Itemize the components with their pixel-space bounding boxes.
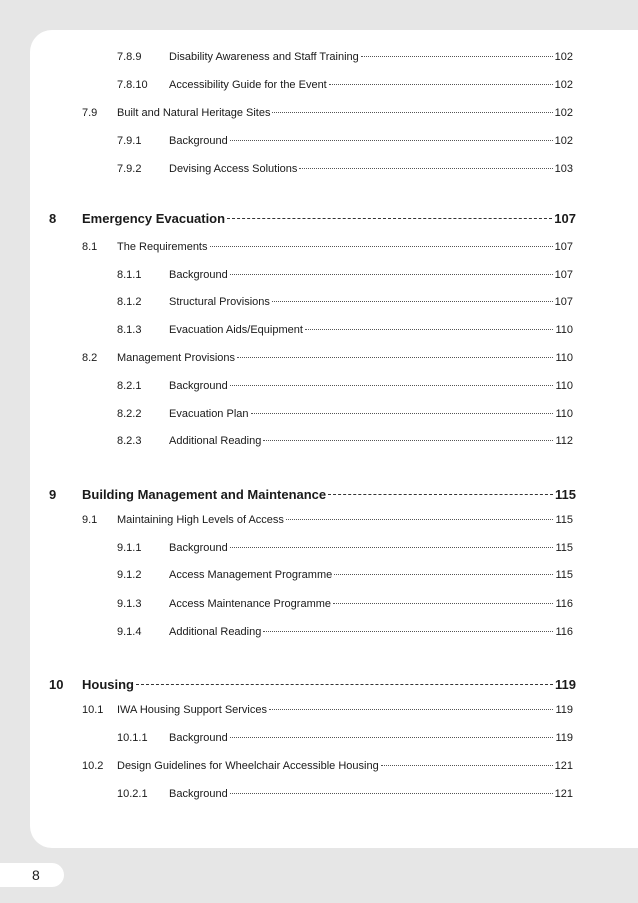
- toc-entry-number: 8.1.3: [117, 324, 142, 336]
- toc-entry-number: 8.2.1: [117, 380, 142, 392]
- dot-leader: [299, 168, 552, 169]
- toc-entry-title: Emergency Evacuation: [82, 211, 226, 226]
- dot-leader: [230, 140, 553, 141]
- toc-entry[interactable]: [0, 105, 638, 121]
- toc-entry-number: 9.1: [82, 514, 98, 526]
- toc-entry-title: Built and Natural Heritage Sites: [117, 107, 271, 119]
- dot-leader: [381, 765, 553, 766]
- toc-entry[interactable]: [0, 133, 638, 149]
- toc-entry-number: 8.1.2: [117, 296, 142, 308]
- toc-entry-title: Maintaining High Levels of Access: [117, 514, 284, 526]
- dot-leader: [328, 494, 553, 495]
- toc-entry[interactable]: [0, 758, 638, 774]
- toc-entry-number: 8.1: [82, 241, 98, 253]
- toc-entry-page: 102: [554, 51, 573, 63]
- toc-chapter-entry[interactable]: [0, 486, 638, 504]
- dot-leader: [272, 301, 553, 302]
- toc-entry-number: 8.2.3: [117, 435, 142, 447]
- toc-entry-title: Disability Awareness and Staff Training: [169, 51, 359, 63]
- toc-entry-title: Building Management and Maintenance: [82, 487, 327, 502]
- toc-entry-page: 119: [555, 732, 573, 744]
- toc-entry-page: 116: [555, 626, 573, 638]
- toc-entry[interactable]: [0, 433, 638, 449]
- toc-entry-number: 10.1.1: [117, 732, 148, 744]
- toc-entry-number: 9.1.2: [117, 569, 142, 581]
- toc-entry-page: 107: [554, 211, 576, 226]
- dot-leader: [305, 329, 553, 330]
- toc-entry[interactable]: [0, 730, 638, 746]
- toc-entry-line: [117, 758, 573, 774]
- toc-entry[interactable]: [0, 512, 638, 528]
- dot-leader: [333, 603, 553, 604]
- toc-entry-title: Additional Reading: [169, 626, 262, 638]
- toc-entry-line: [82, 210, 576, 228]
- toc-entry-line: [169, 133, 573, 149]
- toc-entry-number: 10.2.1: [117, 788, 148, 800]
- dot-leader: [230, 737, 553, 738]
- toc-entry-line: [169, 624, 573, 640]
- toc-entry-number: 9.1.3: [117, 598, 142, 610]
- toc-entry-page: 121: [554, 788, 573, 800]
- toc-entry-title: IWA Housing Support Services: [117, 704, 267, 716]
- toc-entry-line: [117, 512, 573, 528]
- toc-entry-page: 119: [555, 704, 573, 716]
- toc-entry-title: Accessibility Guide for the Event: [169, 79, 327, 91]
- toc-entry-title: Management Provisions: [117, 352, 236, 364]
- toc-entry[interactable]: [0, 596, 638, 612]
- toc-entry-title: Design Guidelines for Wheelchair Accessible Housing: [117, 760, 379, 772]
- toc-entry-title: Evacuation Aids/Equipment: [169, 324, 303, 336]
- toc-entry-page: 115: [555, 569, 573, 581]
- toc-entry-page: 107: [554, 241, 573, 253]
- toc-entry-page: 116: [555, 598, 573, 610]
- dot-leader: [230, 385, 553, 386]
- toc-entry-title: Additional Reading: [169, 435, 262, 447]
- toc-entry-page: 103: [554, 163, 573, 175]
- toc-entry-number: 9.1.4: [117, 626, 142, 638]
- toc-entry-line: [169, 322, 573, 338]
- toc-entry-page: 107: [554, 296, 573, 308]
- toc-entry-line: [169, 730, 573, 746]
- toc-entry-number: 10.2: [82, 760, 104, 772]
- toc-entry-number: 9.1.1: [117, 542, 142, 554]
- toc-entry-number: 7.9.1: [117, 135, 142, 147]
- toc-entry-page: 115: [555, 542, 573, 554]
- toc-entry-title: Background: [169, 542, 228, 554]
- toc-entry[interactable]: [0, 239, 638, 255]
- toc-entry[interactable]: [0, 49, 638, 65]
- toc-entry-page: 110: [555, 352, 573, 364]
- dot-leader: [210, 246, 553, 247]
- toc-entry-page: 102: [554, 79, 573, 91]
- toc-entry-number: 7.8.10: [117, 79, 148, 91]
- toc-entry-page: 115: [555, 514, 573, 526]
- toc-entry[interactable]: [0, 786, 638, 802]
- toc-entry-number: 7.9.2: [117, 163, 142, 175]
- toc-entry-title: Devising Access Solutions: [169, 163, 298, 175]
- toc-entry-line: [169, 49, 573, 65]
- toc-entry-number: 9: [49, 487, 57, 502]
- toc-entry-title: Access Management Programme: [169, 569, 333, 581]
- dot-leader: [230, 274, 553, 275]
- toc-entry[interactable]: [0, 702, 638, 718]
- toc-entry-page: 110: [555, 408, 573, 420]
- toc-entry-line: [117, 350, 573, 366]
- toc-entry-page: 121: [554, 760, 573, 772]
- toc-entry-title: Background: [169, 788, 228, 800]
- dot-leader: [230, 547, 553, 548]
- dot-leader: [136, 684, 553, 685]
- toc-entry-page: 107: [554, 269, 573, 281]
- toc-entry-page: 119: [555, 677, 576, 692]
- toc-entry-line: [82, 676, 576, 694]
- dot-leader: [334, 574, 553, 575]
- toc-entry[interactable]: [0, 294, 638, 310]
- toc-entry-page: 112: [555, 435, 573, 447]
- toc-entry[interactable]: [0, 267, 638, 283]
- toc-entry[interactable]: [0, 624, 638, 640]
- toc-entry-line: [169, 267, 573, 283]
- toc-entry[interactable]: [0, 406, 638, 422]
- toc-entry-number: 7.8.9: [117, 51, 142, 63]
- toc-entry-page: 110: [555, 380, 573, 392]
- toc-entry[interactable]: [0, 567, 638, 583]
- toc-entry-line: [169, 161, 573, 177]
- dot-leader: [227, 218, 552, 219]
- toc-entry-line: [117, 702, 573, 718]
- dot-leader: [263, 440, 553, 441]
- toc-entry-line: [169, 77, 573, 93]
- toc-entry[interactable]: [0, 350, 638, 366]
- toc-entry-line: [169, 406, 573, 422]
- toc-entry-line: [117, 239, 573, 255]
- toc-entry-title: Structural Provisions: [169, 296, 270, 308]
- toc-entry-number: 10.1: [82, 704, 104, 716]
- dot-leader: [286, 519, 553, 520]
- toc-entry-line: [169, 378, 573, 394]
- toc-entry-line: [169, 567, 573, 583]
- dot-leader: [263, 631, 553, 632]
- toc-entry-page: 115: [555, 487, 576, 502]
- toc-entry-line: [169, 786, 573, 802]
- toc-entry-title: The Requirements: [117, 241, 208, 253]
- toc-entry-title: Background: [169, 732, 228, 744]
- toc-entry-line: [169, 433, 573, 449]
- toc-entry-title: Evacuation Plan: [169, 408, 249, 420]
- toc-entry-number: 8.2.2: [117, 408, 142, 420]
- toc-entry[interactable]: [0, 161, 638, 177]
- toc-entry-number: 8.1.1: [117, 269, 142, 281]
- toc-entry[interactable]: [0, 378, 638, 394]
- toc-entry-page: 102: [554, 107, 573, 119]
- toc-entry-page: 102: [554, 135, 573, 147]
- toc-entry[interactable]: [0, 77, 638, 93]
- toc-entry-number: 8.2: [82, 352, 98, 364]
- dot-leader: [272, 112, 552, 113]
- page-number: 8: [0, 863, 64, 887]
- toc-entry-line: [82, 486, 576, 504]
- dot-leader: [329, 84, 553, 85]
- dot-leader: [269, 709, 553, 710]
- dot-leader: [251, 413, 554, 414]
- toc-entry-line: [169, 294, 573, 310]
- toc-entry-title: Access Maintenance Programme: [169, 598, 332, 610]
- toc-entry-title: Background: [169, 269, 228, 281]
- toc-entry-title: Housing: [82, 677, 134, 692]
- toc-entry-line: [169, 540, 573, 556]
- toc-entry-number: 7.9: [82, 107, 98, 119]
- toc-entry-title: Background: [169, 380, 228, 392]
- toc-entry-line: [169, 596, 573, 612]
- dot-leader: [230, 793, 553, 794]
- toc-entry[interactable]: [0, 322, 638, 338]
- dot-leader: [361, 56, 553, 57]
- dot-leader: [237, 357, 553, 358]
- toc-entry-number: 10: [49, 677, 64, 692]
- toc-entry-line: [117, 105, 573, 121]
- toc-entry-page: 110: [555, 324, 573, 336]
- toc-entry-number: 8: [49, 211, 57, 226]
- toc-entry-title: Background: [169, 135, 228, 147]
- toc-chapter-entry[interactable]: [0, 210, 638, 228]
- toc-chapter-entry[interactable]: [0, 676, 638, 694]
- toc-entry[interactable]: [0, 540, 638, 556]
